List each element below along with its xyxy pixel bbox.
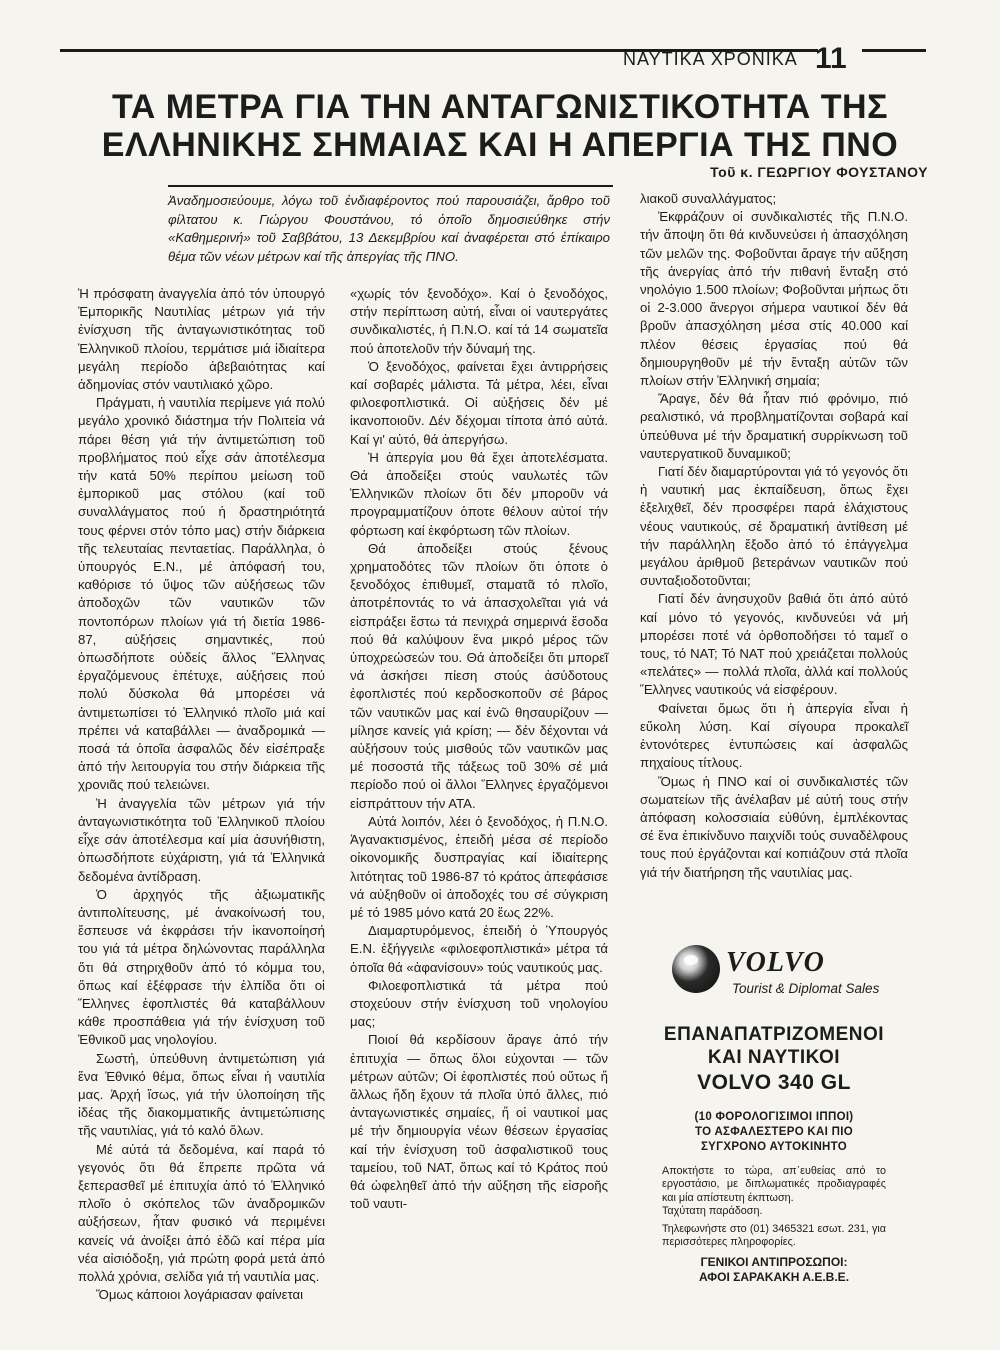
paragraph: Ἡ ἀναγγελία τῶν μέτρων γιά τήν ἀνταγωνιστικότητα τοῦ Ἑλληνικοῦ πλοίου εἶχε σάν ἀποτέλεσμα καί μία ἀσυνήθιστη, ὁπωσδήποτε εὐχάριστη, γιά τά Ἑλληνικά δεδομένα ἀντίδραση. — [78, 795, 325, 884]
paragraph: Μέ αὐτά τά δεδομένα, καί παρά τό γεγονός ὅτι θά ἔπρεπε πρῶτα νά ξεπερασθεῖ μέ ἐπιτυχία ἀπό τό Ἑλληνικό πλοῖο ὁ σκόπελος τῶν ἀναδρομικῶν αὐξήσεων, ἦταν φυσικό νά περιμένει κανείς νά ἀνοίξει ἀπό ἐδῶ καί πέρα μία νέα αἰσιόδοξη, γιά πρώτη φορά μετά ἀπό πολλά χρόνια, σελίδα γιά τή ναυτιλία μας. — [78, 1141, 325, 1284]
paragraph: Ἄραγε, δέν θά ἦταν πιό φρόνιμο, πιό ρεαλιστικό, νά προβληματίζονται σοβαρά καί ὑπεύθυνα μέ τήν δραματική συρρίκνωση τοῦ ναυτεργατικοῦ δυναμικοῦ; — [640, 391, 908, 461]
paragraph: Θά ἀποδείξει στούς ξένους χρηματοδότες τῶν πλοίων ὅτι ὁποτε ὁ ξενοδόχος ἐπιθυμεῖ, σταματᾶ τό πλοῖο, ἀποτρέποντάς το νά ἀπασχολεῖται γιά νά εἰσπράξει ἔστω τά πενιχρά σημερινά ἔσοδα πού θά καλύψουν ἕνα μικρό μέρος τῶν ὑποχρεώσεών του. Θά ἀποδείξει ὅτι μπορεῖ νά ἀσκήσει πίεση στούς ἀσύδοτους ἐφοπλιστές πού κερδοσκοποῦν σέ βάρος τῶν ναυτικῶν μας καί ἐνῶ θησαυρίζουν — μίλησε κανείς γιά κρίση; — δέν δέχονται νά αὐξήσουν τούς μισθούς τῶν ναυτικῶν μας μέ ποσοστά τῆς τάξεως τοῦ 30% σέ μιά περίοδο πού οἱ ἄλλοι Ἕλληνες ἐργαζόμενοι εἰσπράττουν τήν ΑΤΑ. — [350, 540, 608, 811]
volvo-advertisement — [640, 925, 908, 1285]
ad-tagline-3: ΣΥΓΧΡΟΝΟ ΑΥΤΟΚΙΝΗΤΟ — [700, 1141, 848, 1153]
headline-line-2: ΕΛΛΗΝΙΚΗΣ ΣΗΜΑΙΑΣ ΚΑΙ Η ΑΠΕΡΓΙΑ ΤΗΣ ΠΝΟ — [101, 126, 899, 164]
ad-footer-1: ΓΕΝΙΚΟΙ ΑΝΤΙΠΡΟΣΩΠΟΙ: — [700, 1254, 848, 1269]
article-headline — [60, 88, 940, 164]
paragraph: Ἐκφράζουν οἱ συνδικαλιστές τῆς Π.Ν.Ο. τήν ἄποψη ὅτι θά κινδυνεύσει ἡ ἀπασχόληση τῶν μελῶν της. Φοβοῦνται ἄραγε τήν αὔξηση τῆς ἀνεργίας ἀπό τήν πιθανή ἔνταξη στό νηολόγιο 1.500 πλοίων; Φοβοῦνται μήπως ὅτι οἱ 2-3.000 ἄνεργοι σήμερα ναυτικοί δέν θά βροῦν ἀπασχόληση μέσα στίς 40.000 καί πλέον θέσεις ἐργασίας πού θά δημιουργηθοῦν μέ τήν ἔνταξη αὐτῶν τῶν πλοίων στήν Ἑλληνική σημαία; — [640, 209, 908, 389]
article-column-3 — [640, 190, 908, 882]
ad-brand: VOLVO — [726, 947, 825, 978]
paragraph: Ποιοί θά κερδίσουν ἄραγε ἀπό τήν ἐπιτυχία — ὅπως ὅλοι εὐχονται — τῶν μέτρων αὐτῶν; Οἱ ἐφοπλιστές πού οὕτως ἤ ἄλλως ἤδη ἔχουν τά πλοῖα ὑπό ἄλλες, πιό ἀνταγωνιστικές σημαίες, ἤ οἱ ναυτικοί μας μέ τήν δημιουργία νέων θέσεων ἐργασίας καί τήν ἐνίσχυση τοῦ ἀσφαλιστικοῦ τους ταμείου, τοῦ ΝΑΤ, ὅπως καί τό Κράτος πού θά ὠφεληθεῖ ἀπό τήν αὔξηση τῆς εἰσροῆς τοῦ ναυτι- — [350, 1032, 608, 1212]
paragraph: Ὅμως κάποιοι λογάριασαν φαίνεται — [96, 1287, 304, 1303]
paragraph: «χωρίς τόν ξενοδόχο». Καί ὁ ξενοδόχος, στήν περίπτωση αὐτή, εἶναι οἱ ναυτεργάτες συνδικαλιστές, ἡ Π.Ν.Ο. καί τά 14 σωματεῖα πού ἀποτελοῦν τήν δύναμή της. — [350, 286, 608, 356]
volvo-logo — [640, 925, 908, 1023]
ad-tagline — [640, 1110, 908, 1155]
paragraph: Φαίνεται ὅμως ὅτι ἡ ἀπεργία εἶναι ἡ εὔκολη λύση. Καί σίγουρα προκαλεῖ ἐντονότερες ἐντυπώσεις καί ἀσφαλῶς πηχαίους τίτλους. — [640, 700, 908, 771]
byline: Τοῦ κ. ΓΕΩΡΓΙΟΥ ΦΟΥΣΤΑΝΟΥ — [710, 164, 928, 180]
ad-tagline-2: ΤΟ ΑΣΦΑΛΕΣΤΕΡΟ ΚΑΙ ΠΙΟ — [695, 1126, 853, 1138]
paragraph: Γιατί δέν ἀνησυχοῦν βαθιά ὅτι ἀπό αὐτό καί μόνο τό γεγονός, κινδυνεύει νά μή μπορέσει ποτέ νά ὀρθοποδήσει τό ταμεῖ ο τους, τό ΝΑΤ; Τό ΝΑΤ πού χρειάζεται πολλούς «πελάτες» — πολλά πλοῖα, ἀλλά καί πολλούς Ἕλληνες ναυτικούς νά εἰσφέρουν. — [640, 591, 908, 698]
ad-body-2: Ταχύτατη παράδοση. — [662, 1204, 763, 1217]
ad-model: VOLVO 340 GL — [697, 1071, 851, 1094]
page-number: 11 — [815, 42, 847, 75]
intro-note: Ἀναδημοσιεύουμε, λόγω τοῦ ἐνδιαφέροντος πού παρουσιάζει, ἄρθρο τοῦ φίλτατου κ. Γιώργου Φουστάνου, τό ὁποῖο δημοσιεύθηκε στήν «Καθημερινή» τοῦ Σαββάτου, 13 Δεκεμβρίου καί ἀναφέρεται στό ἐπίκαιρο θέμα τῶν νέων μέτρων καί τῆς ἀπεργίας τῆς ΠΝΟ. — [168, 193, 610, 264]
paragraph: λιακοῦ συναλλάγματος; — [640, 191, 777, 206]
header-rule-right — [862, 49, 926, 52]
paragraph: Ὁ ξενοδόχος, φαίνεται ἔχει ἀντιρρήσεις καί σοβαρές μάλιστα. Τά μέτρα, λέει, εἶναι φιλοεφοπλιστικά. Οἱ αὐξήσεις δέν μέ ἱκανοποιοῦν. Δέν δέχομαι τίποτα ἀπό αὐτά. Καί γι' αὐτό, θά ἀπεργήσω. — [350, 358, 608, 447]
paragraph: Γιατί δέν διαμαρτύρονται γιά τό γεγονός ὅτι ἡ ναυτική μας ἐκπαίδευση, ὅπως ἔχει ἐξελιχθεῖ, δέν προσφέρει παρά ἐλάχιστους νέους ναυτικούς, σέ δραματική ἀντίθεση μέ τήν παράλληλη ἔξοδο ἀπό τό ἐπάγγελμα μεγάλου ἀριθμοῦ βετεράνων ναυτικῶν πού συνταξιοδοτοῦνται; — [640, 464, 908, 589]
ad-body-1: Αποκτήστε το τώρα, απ᾽ευθείας από το εργοστάσιο, με διπλωματικές προδιαγραφές και μία απίστευτη έκπτωση. — [662, 1165, 886, 1204]
paragraph: Ὁ ἀρχηγός τῆς ἀξιωματικῆς ἀντιπολίτευσης, μέ ἀνακοίνωσή του, ἔσπευσε νά ἐκφράσει τήν ἱκανοποίησή του γιά τά μέτρα δηλώνοντας παράλληλα ὅτι θά στηριχθοῦν ἀπό τό κόμμα του, ὅπως καί ἐξέφρασε τήν ἐλπίδα ὅτι οἱ Ἕλληνες ἐφοπλιστές θά καταβάλλουν κάθε προσπάθεια γιά τήν ἐνίσχυση τοῦ Ἐθνικοῦ μας νηολογίου. — [78, 886, 325, 1048]
ad-headline-2: ΚΑΙ ΝΑΥΤΙΚΟΙ — [707, 1047, 841, 1068]
publication-name: ΝΑΥΤΙΚΑ ΧΡΟΝΙΚΑ — [623, 49, 798, 69]
article-column-2 — [350, 285, 608, 1213]
paragraph: Αὐτά λοιπόν, λέει ὁ ξενοδόχος, ἡ Π.Ν.Ο. Ἀγανακτισμένος, ἐπειδή μέσα σέ περίοδο οἰκονομικῆς δυσπραγίας καί ἰδιαίτερης λιτότητας τοῦ 1986-87 τό κράτος ἀπεφάσισε νά αὐξηθοῦν οἱ ἀποδοχές του σέ σύγκριση μέ τό 1985 μόνο κατά 20 ἕως 22%. — [350, 813, 608, 920]
paragraph: Ὅμως ἡ ΠΝΟ καί οἱ συνδικαλιστές τῶν σωματείων τῆς ἀνέλαβαν μέ αὐτή τους στήν ἀπόφαση κολοσσιαία εὐθύνη, ἐμπλέκοντας σέ ἕνα ἐπικίνδυνο παιχνίδι τούς συναδέλφους τους πού ἐργάζονται καί κοπιάζουν στά πλοῖα γιά τήν διατήρηση τῆς ναυτιλίας μας. — [640, 773, 908, 880]
ad-tagline-1: (10 ΦΟΡΟΛΟΓΙΣΙΜΟΙ ΙΠΠΟΙ) — [694, 1111, 854, 1123]
paragraph: Φιλοεφοπλιστικά τά μέτρα πού στοχεύουν στήν ἐνίσχυση τοῦ νηολογίου μας; — [350, 977, 608, 1030]
paragraph: Ἡ ἀπεργία μου θά ἔχει ἀποτελέσματα. Θά ἀποδείξει στούς ναυλωτές τῶν Ἑλληνικῶν πλοίων ὅτι δέν μποροῦν νά προγραμματίζουν ὁποτε θέλουν αὐτοί τήν φόρτωση καί ἐκφόρτωση τῶν πλοίων. — [350, 449, 608, 538]
ad-footer — [640, 1255, 908, 1285]
intro-divider — [168, 185, 613, 187]
headline-line-1: ΤΑ ΜΕΤΡΑ ΓΙΑ ΤΗΝ ΑΝΤΑΓΩΝΙΣΤΙΚΟΤΗΤΑ ΤΗΣ — [111, 88, 889, 126]
ad-body-3: Τηλεφωνήστε στο (01) 3465321 εσωτ. 231, για περισσότερες πληροφορίες. — [662, 1223, 886, 1249]
paragraph: Σωστή, ὑπεύθυνη ἀντιμετώπιση γιά ἕνα Ἐθνικό θέμα, ὅπως εἶναι ἡ ναυτιλία μας. Ἀρχή ἴσως, γιά τήν ὑλοποίηση τῆς ἰδέας τῆς διακομματικῆς ἀντιμετώπισης τῆς ναυτιλίας, γιά τό καλό ὅλων. — [78, 1050, 325, 1139]
ad-body — [662, 1165, 886, 1250]
article-column-1 — [78, 285, 325, 1304]
paragraph: Πράγματι, ἡ ναυτιλία περίμενε γιά πολύ μεγάλο χρονικό διάστημα τήν Πολιτεία νά πάρει θέση γιά τήν ἀντιμετώπιση τοῦ προβλήματος πού εἶχε σάν ἀποτέλεσμα τήν κατά 50% περίπου μείωση τοῦ ἐμπορικοῦ μας στόλου (καί τοῦ συναλλάγματος πού ἡ δραστηριότητά τους φέρνει στόν τόπο μας) στήν διάρκεια τῆς τελευταίας πενταετίας. Παράλληλα, ὁ ὑπουργός Ε.Ν., μέ ἀπόφασή του, καθόρισε τό ὕψος τῶν αὐξήσεως τῶν ἀποδοχῶν τῶν ναυτικῶν τῶν ποντοπόρων πλοίων γιά τή διετία 1986-87, αὐξήσεις σημαντικές, πού ὁπωσδήποτε οὐδείς ἄλλος Ἕλληνας ἐργαζόμενους ἐπέτυχε, αὐξήσεις πού πολύ δύσκολα θά μπορέσει νά ἀντιμετωπίσει τό Ἑλληνικό πλοῖο μιά καί πρέπει νά καταβάλλει — ἀναδρομικά — ποσά τά ὁποῖα ἀσφαλῶς δέν εἰσέπραξε ἀπό τήν λειτουργία του στήν διάρκεια τῆς χρονιᾶς πού τελειώνει. — [78, 395, 325, 793]
ad-footer-2: ΑΦΟΙ ΣΑΡΑΚΑΚΗ Α.Ε.Β.Ε. — [698, 1269, 850, 1284]
ad-subbrand: Tourist & Diplomat Sales — [732, 981, 880, 996]
paragraph: Ἡ πρόσφατη ἀναγγελία ἀπό τόν ὑπουργό Ἐμπορικῆς Ναυτιλίας μέτρων γιά τήν ἐνίσχυση τῆς ἀνταγωνιστικότητας τοῦ Ἑλληνικοῦ πλοίου, τερμάτισε μιά ἰδιαίτερα μεγάλη περίοδο ἀβεβαιότητας καί ἀδημονίας στόν ναυτιλιακό χῶρο. — [78, 286, 325, 393]
ad-headline-1: ΕΠΑΝΑΠΑΤΡΙΖΟΜΕΝΟΙ — [663, 1024, 885, 1045]
globe-highlight — [684, 955, 698, 965]
paragraph: Διαμαρτυρόμενος, ἐπειδή ὁ Ὑπουργός Ε.Ν. ἐξήγγειλε «φιλοεφοπλιστικά» μέτρα τά ὁποῖα θά «ἀφανίσουν» τούς ναυτικούς μας. — [350, 923, 608, 975]
globe-icon — [672, 945, 720, 993]
